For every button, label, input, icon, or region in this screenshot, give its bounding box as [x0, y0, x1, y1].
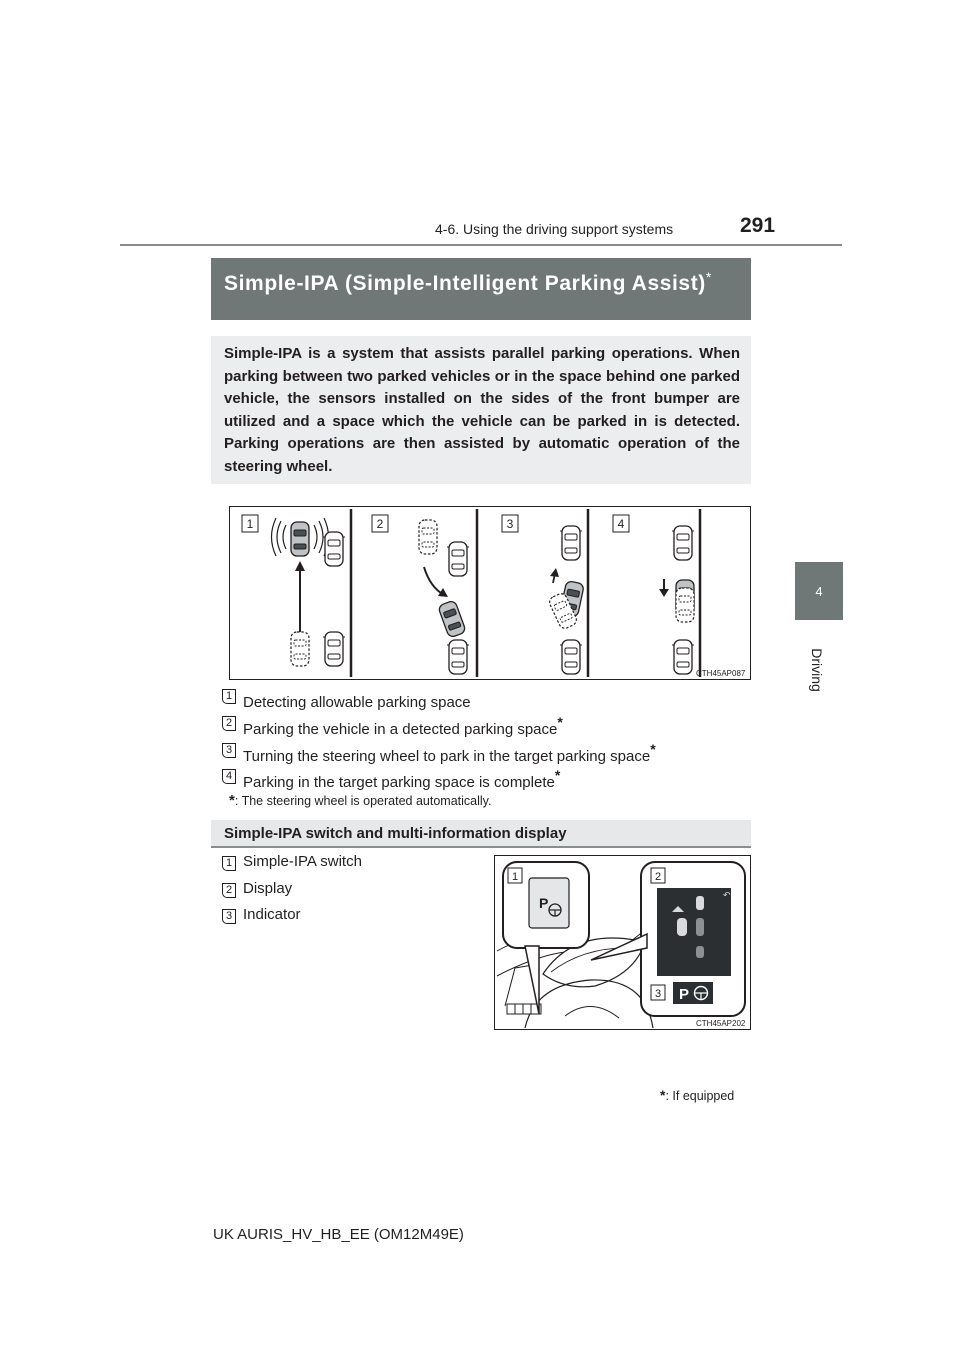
svg-text:2: 2	[376, 517, 384, 531]
manual-code-footer: UK AURIS_HV_HB_EE (OM12M49E)	[213, 1226, 464, 1243]
switch-callout	[503, 862, 589, 1014]
summary-box: Simple-IPA is a system that assists parallel parking operations. When parking between two parked vehicles or in the space behind one parked vehicle, the sensors installed on the sides of the front bumper are utilized and a space which the vehicle can be parked in is detected. Parking operations are then assisted by automatic operation of the steering wheel.	[211, 336, 751, 484]
section-title-bar	[211, 258, 751, 320]
panel-3-turning	[548, 526, 585, 674]
if-equipped-mark: *	[705, 269, 712, 285]
step-text-3: Turning the steering wheel to park in the target parking space*	[243, 741, 656, 765]
figure2-code: CTH45AP202	[696, 1019, 746, 1028]
automatic-steering-note: *: The steering wheel is operated automatically.	[229, 792, 492, 809]
section-title	[224, 263, 738, 298]
parking-sequence-figure	[229, 506, 751, 680]
svg-text:1: 1	[246, 517, 254, 531]
subheading: Simple-IPA switch and multi-information display	[211, 820, 751, 848]
svg-text:P: P	[679, 986, 690, 1003]
svg-text:P: P	[539, 895, 549, 911]
svg-text:4: 4	[617, 517, 625, 531]
svg-text:3: 3	[654, 988, 662, 1000]
svg-text:3: 3	[506, 517, 514, 531]
step-num-1: 1	[222, 689, 236, 704]
page-number: 291	[740, 214, 776, 237]
step-num-3: 3	[222, 743, 236, 758]
panel-1-detecting	[272, 518, 346, 666]
component-text-2: Display	[243, 880, 293, 897]
panel-4-complete	[659, 526, 694, 674]
component-num-1: 1	[222, 856, 236, 871]
component-num-2: 2	[222, 883, 236, 898]
chapter-number: 4	[815, 583, 823, 599]
component-text-1: Simple-IPA switch	[243, 853, 362, 870]
step-callout-2	[372, 515, 388, 532]
parking-sequence-illustration	[230, 507, 750, 679]
chapter-tab	[795, 562, 843, 620]
panel-2-parking	[419, 520, 469, 674]
component-text-3: Indicator	[243, 906, 301, 923]
step-text-4: Parking in the target parking space is complete*	[243, 767, 561, 791]
step-callout-4	[613, 515, 629, 532]
step-text-1: Detecting allowable parking space	[243, 694, 471, 711]
step-num-4: 4	[222, 769, 236, 784]
step-callout-1	[242, 515, 258, 532]
chapter-tab-label	[797, 640, 837, 700]
svg-text:↶: ↶	[723, 890, 731, 900]
svg-text:2: 2	[654, 871, 662, 883]
running-header-section: 4-6. Using the driving support systems	[435, 221, 674, 237]
switch-display-figure	[494, 855, 751, 1030]
chapter-label: Driving	[809, 648, 825, 692]
svg-text:1: 1	[511, 871, 519, 883]
step-num-2: 2	[222, 716, 236, 731]
dashboard-illustration	[495, 856, 750, 1029]
if-equipped-footnote: *: If equipped	[660, 1087, 735, 1103]
figure1-code: CTH45AP087	[696, 669, 746, 678]
step-text-2: Parking the vehicle in a detected parking space*	[243, 714, 563, 738]
section-title-text: Simple-IPA (Simple-Intelligent Parking Assist)	[224, 272, 706, 295]
header-rule	[120, 244, 842, 246]
step-callout-3	[502, 515, 518, 532]
component-num-3: 3	[222, 909, 236, 924]
